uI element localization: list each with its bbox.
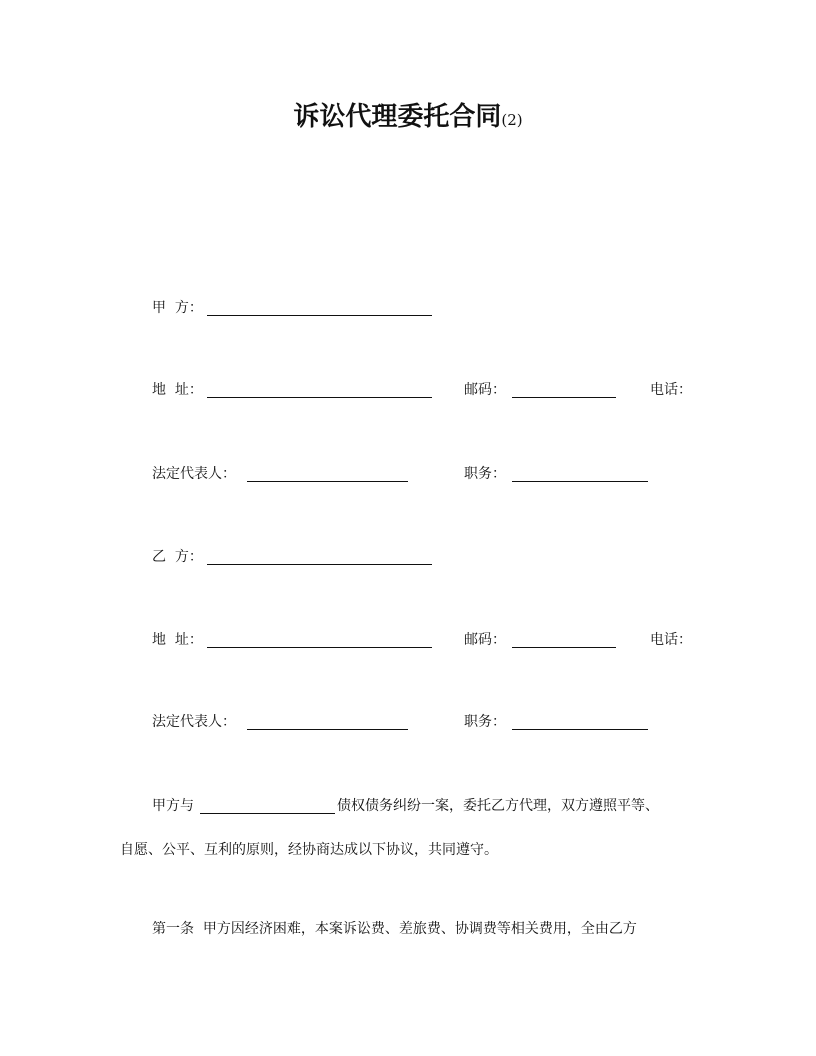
intro-prefix: 甲方与: [152, 798, 194, 814]
title-text: 诉讼代理委托合同: [293, 102, 502, 132]
party-a-legal-rep-label: 法定代表人：: [152, 466, 236, 482]
party-b-legal-rep-field[interactable]: [247, 729, 408, 730]
party-a-legal-rep-field[interactable]: [247, 481, 408, 482]
party-a-postcode-label: 邮码：: [464, 382, 506, 398]
party-b-label: 乙 方：: [152, 549, 203, 565]
party-a-position-label: 职务：: [464, 466, 506, 482]
party-b-position-field[interactable]: [512, 729, 648, 730]
article-1: 第一条 甲方因经济困难，本案诉讼费、差旅费、协调费等相关费用，全由乙方: [152, 921, 637, 937]
party-b-position-label: 职务：: [464, 714, 506, 730]
party-a-postcode-field[interactable]: [512, 397, 616, 398]
case-party-field[interactable]: [200, 813, 335, 814]
party-b-address-label: 地 址：: [152, 632, 203, 648]
intro-line1: 债权债务纠纷一案，委托乙方代理，双方遵照平等、: [337, 798, 659, 814]
title-suffix: (2): [501, 111, 523, 129]
party-b-legal-rep-label: 法定代表人：: [152, 714, 236, 730]
party-a-field[interactable]: [207, 315, 432, 316]
party-a-position-field[interactable]: [512, 481, 648, 482]
party-b-address-field[interactable]: [207, 647, 432, 648]
document-title: [0, 100, 816, 137]
party-a-phone-label: 电话：: [650, 382, 692, 398]
party-a-address-field[interactable]: [207, 397, 432, 398]
party-a-label: 甲 方：: [152, 300, 203, 316]
party-a-address-label: 地 址：: [152, 382, 203, 398]
party-b-phone-label: 电话：: [650, 632, 692, 648]
party-b-field[interactable]: [207, 564, 432, 565]
party-b-postcode-label: 邮码：: [464, 632, 506, 648]
party-b-postcode-field[interactable]: [512, 647, 616, 648]
intro-line2: 自愿、公平、互利的原则，经协商达成以下协议，共同遵守。: [120, 842, 498, 858]
